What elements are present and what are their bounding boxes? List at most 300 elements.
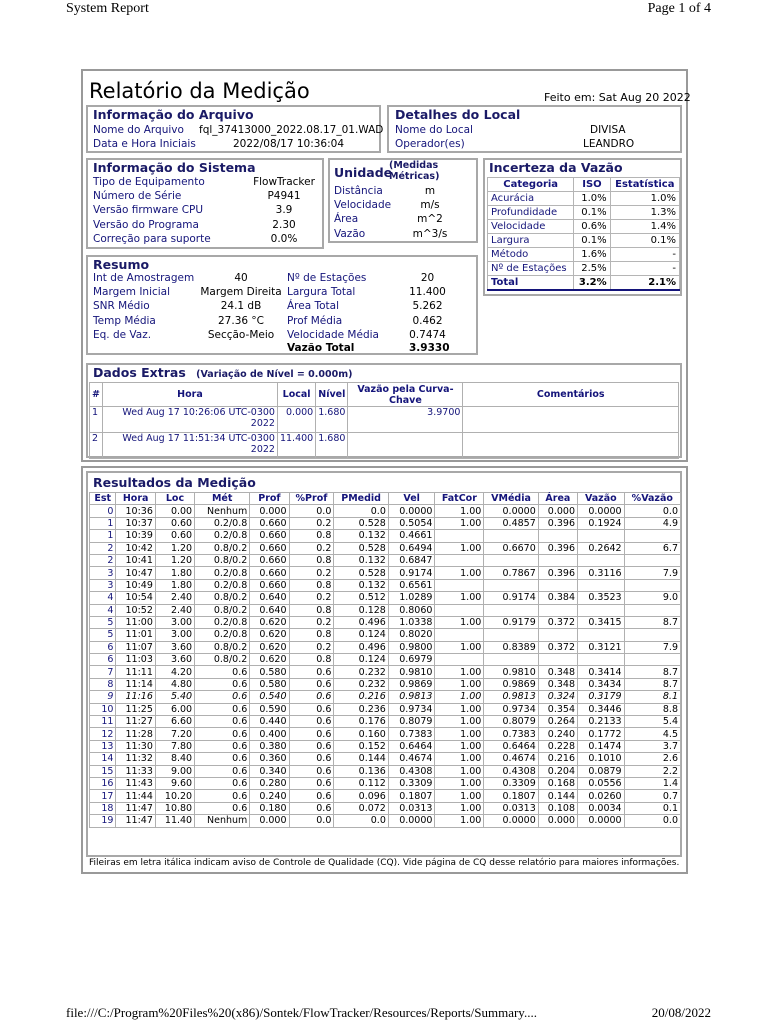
results-cell: 0.7383 bbox=[388, 728, 435, 740]
results-cell: 0.1474 bbox=[578, 740, 625, 752]
results-cell: 0.000 bbox=[250, 815, 289, 827]
start-time-label: Data e Hora Iniciais bbox=[93, 138, 196, 150]
uncertainty-total-row bbox=[488, 276, 680, 291]
results-cell: 1.00 bbox=[435, 728, 484, 740]
results-cell: 11:16 bbox=[116, 691, 155, 703]
results-cell: 0.6 bbox=[289, 703, 334, 715]
results-cell: 7 bbox=[90, 666, 116, 678]
summary-title: Resumo bbox=[93, 257, 150, 272]
results-cell: 0.216 bbox=[334, 691, 388, 703]
results-cell: 0.8/0.2 bbox=[195, 654, 250, 666]
results-cell: 19 bbox=[90, 815, 116, 827]
results-cell: 0.0 bbox=[289, 815, 334, 827]
results-cell: 0.204 bbox=[538, 765, 577, 777]
results-cell: 0.8079 bbox=[484, 716, 538, 728]
results-cell: 0.112 bbox=[334, 777, 388, 789]
results-cell: 0.0034 bbox=[578, 802, 625, 814]
uncertainty-cell: 0.6% bbox=[574, 220, 610, 234]
results-cell: 0.496 bbox=[334, 641, 388, 653]
results-cell: 0.6 bbox=[195, 728, 250, 740]
uncertainty-cell: Nº de Estações bbox=[488, 262, 574, 276]
uncertainty-cell: 0.1% bbox=[574, 206, 610, 220]
results-cell: 8.7 bbox=[624, 678, 680, 690]
results-cell: 6.7 bbox=[624, 542, 680, 554]
results-header-cell: Hora bbox=[116, 493, 155, 505]
results-row bbox=[90, 703, 681, 715]
results-cell: 2.2 bbox=[624, 765, 680, 777]
uncertainty-row bbox=[488, 192, 680, 206]
results-cell: 0.236 bbox=[334, 703, 388, 715]
results-cell: 0.0000 bbox=[578, 505, 625, 517]
results-cell: 1.00 bbox=[435, 777, 484, 789]
unit-label: Velocidade bbox=[334, 199, 392, 212]
results-cell: 0.2 bbox=[289, 592, 334, 604]
results-cell: 0.7383 bbox=[484, 728, 538, 740]
results-cell: 4 bbox=[90, 592, 116, 604]
results-cell: 1 bbox=[90, 530, 116, 542]
results-cell: 7.9 bbox=[624, 567, 680, 579]
extras-cell-hora: Wed Aug 17 10:26:06 UTC-0300 2022 bbox=[102, 407, 277, 433]
report-title: Relatório da Medição bbox=[89, 79, 310, 103]
results-cell: 10:36 bbox=[116, 505, 155, 517]
extras-header-num: # bbox=[90, 383, 103, 407]
unit-value: m^2 bbox=[417, 213, 443, 226]
extras-cell-coment bbox=[463, 407, 679, 433]
uncertainty-table bbox=[487, 177, 680, 291]
extras-title bbox=[93, 365, 352, 380]
extras-row bbox=[90, 407, 679, 433]
results-cell bbox=[538, 554, 577, 566]
extras-header-nivel: Nível bbox=[316, 383, 348, 407]
results-row bbox=[90, 530, 681, 542]
results-cell: 0.9810 bbox=[388, 666, 435, 678]
uncertainty-cell: Método bbox=[488, 248, 574, 262]
results-cell: 11:27 bbox=[116, 716, 155, 728]
results-cell: 0.0313 bbox=[484, 802, 538, 814]
results-cell: 0.2/0.8 bbox=[195, 579, 250, 591]
uncertainty-cell: 2.5% bbox=[574, 262, 610, 276]
results-cell: 8.8 bbox=[624, 703, 680, 715]
results-cell bbox=[484, 629, 538, 641]
unit-value: m^3/s bbox=[412, 227, 448, 240]
results-cell: 0.0313 bbox=[388, 802, 435, 814]
results-row bbox=[90, 604, 681, 616]
results-cell: 0.2 bbox=[289, 641, 334, 653]
results-cell: 0.620 bbox=[250, 616, 289, 628]
uncertainty-row bbox=[488, 206, 680, 220]
results-cell: 0.9800 bbox=[388, 641, 435, 653]
results-cell: 0.496 bbox=[334, 616, 388, 628]
results-cell: 1.4 bbox=[624, 777, 680, 789]
results-cell bbox=[435, 554, 484, 566]
uncertainty-row bbox=[488, 234, 680, 248]
units-subtitle bbox=[389, 160, 439, 182]
extras-header-comments: Comentários bbox=[463, 383, 679, 407]
results-cell: 0.2/0.8 bbox=[195, 629, 250, 641]
summary-label: Int de Amostragem bbox=[93, 272, 195, 284]
results-cell: 0.9869 bbox=[484, 678, 538, 690]
results-cell bbox=[538, 604, 577, 616]
summary-value: 11.400 bbox=[409, 286, 446, 299]
results-cell: 0.6464 bbox=[484, 740, 538, 752]
uncertainty-cell: 1.3% bbox=[610, 206, 679, 220]
results-cell: 0.440 bbox=[250, 716, 289, 728]
results-cell: 2 bbox=[90, 554, 116, 566]
results-cell bbox=[538, 654, 577, 666]
summary-value: 20 bbox=[420, 272, 435, 284]
results-cell: 3 bbox=[90, 579, 116, 591]
results-cell bbox=[624, 579, 680, 591]
results-cell: 1.00 bbox=[435, 505, 484, 517]
results-row bbox=[90, 691, 681, 703]
unc-header-iso: ISO bbox=[574, 178, 610, 192]
results-cell: 0.132 bbox=[334, 530, 388, 542]
results-cell: 0.2 bbox=[289, 517, 334, 529]
results-cell: 0.0000 bbox=[578, 815, 625, 827]
results-cell bbox=[484, 530, 538, 542]
results-cell: 12 bbox=[90, 728, 116, 740]
system-value: FlowTracker bbox=[253, 176, 315, 188]
results-cell: 0.8/0.2 bbox=[195, 604, 250, 616]
results-cell: 0.396 bbox=[538, 542, 577, 554]
results-cell: 14 bbox=[90, 753, 116, 765]
summary-value: 27.36 °C bbox=[218, 314, 264, 327]
extras-subtitle: (Variação de Nível = 0.000m) bbox=[196, 369, 353, 380]
results-row bbox=[90, 629, 681, 641]
results-cell: 0 bbox=[90, 505, 116, 517]
results-cell: 1.00 bbox=[435, 691, 484, 703]
results-cell bbox=[624, 554, 680, 566]
results-header-cell: Vel bbox=[388, 493, 435, 505]
results-row bbox=[90, 654, 681, 666]
results-cell: 0.8 bbox=[289, 530, 334, 542]
results-cell: 0.9813 bbox=[484, 691, 538, 703]
results-cell: 0.6847 bbox=[388, 554, 435, 566]
results-cell: 0.0 bbox=[334, 505, 388, 517]
results-cell: 10.80 bbox=[155, 802, 194, 814]
results-cell: 10:41 bbox=[116, 554, 155, 566]
results-row bbox=[90, 592, 681, 604]
results-cell: Nenhum bbox=[195, 815, 250, 827]
uncertainty-cell: 0.1% bbox=[574, 234, 610, 248]
results-header-cell: Área bbox=[538, 493, 577, 505]
results-row bbox=[90, 740, 681, 752]
results-cell: 0.6 bbox=[289, 678, 334, 690]
file-info-title: Informação do Arquivo bbox=[93, 107, 254, 122]
site-name-value: DIVISA bbox=[590, 124, 626, 136]
results-cell bbox=[624, 604, 680, 616]
results-row bbox=[90, 716, 681, 728]
results-row bbox=[90, 678, 681, 690]
results-cell bbox=[538, 579, 577, 591]
results-cell: 0.60 bbox=[155, 517, 194, 529]
units-subtitle-line2: Métricas) bbox=[389, 171, 440, 182]
results-cell: 0.4308 bbox=[388, 765, 435, 777]
results-cell: 5 bbox=[90, 616, 116, 628]
uncertainty-cell: 1.0% bbox=[574, 192, 610, 206]
results-cell: 0.1772 bbox=[578, 728, 625, 740]
results-cell: 1.00 bbox=[435, 592, 484, 604]
results-header-cell: %Prof bbox=[289, 493, 334, 505]
results-cell bbox=[624, 629, 680, 641]
results-cell: 0.0000 bbox=[388, 505, 435, 517]
results-cell: 0.6 bbox=[289, 802, 334, 814]
results-cell: 0.2/0.8 bbox=[195, 567, 250, 579]
results-cell: 0.660 bbox=[250, 579, 289, 591]
uncertainty-cell: Profundidade bbox=[488, 206, 574, 220]
results-cell: 0.396 bbox=[538, 517, 577, 529]
extras-title-text: Dados Extras bbox=[93, 365, 186, 380]
uncertainty-cell: 1.6% bbox=[574, 248, 610, 262]
results-row bbox=[90, 802, 681, 814]
results-cell: 0.3179 bbox=[578, 691, 625, 703]
results-cell: 0.8 bbox=[289, 604, 334, 616]
results-cell: 11:30 bbox=[116, 740, 155, 752]
results-cell: 0.3415 bbox=[578, 616, 625, 628]
results-cell: 0.5054 bbox=[388, 517, 435, 529]
summary-label: Largura Total bbox=[287, 286, 356, 299]
results-header-cell: %Vazão bbox=[624, 493, 680, 505]
results-cell: 3.00 bbox=[155, 629, 194, 641]
results-cell: 0.000 bbox=[538, 815, 577, 827]
results-cell: 0.144 bbox=[334, 753, 388, 765]
results-cell: Nenhum bbox=[195, 505, 250, 517]
extras-cell-vazao bbox=[348, 433, 463, 459]
results-cell: 0.8079 bbox=[388, 716, 435, 728]
uncertainty-cell: Velocidade bbox=[488, 220, 574, 234]
results-cell bbox=[484, 604, 538, 616]
results-cell: 4.20 bbox=[155, 666, 194, 678]
results-cell: 0.3116 bbox=[578, 567, 625, 579]
results-cell: 0.0556 bbox=[578, 777, 625, 789]
results-cell bbox=[578, 554, 625, 566]
system-value: 2.30 bbox=[272, 218, 296, 231]
results-cell: 0.072 bbox=[334, 802, 388, 814]
results-header-cell: FatCor bbox=[435, 493, 484, 505]
results-cell: 8.1 bbox=[624, 691, 680, 703]
results-header-cell: VMédia bbox=[484, 493, 538, 505]
results-cell: 10:52 bbox=[116, 604, 155, 616]
results-cell: 2 bbox=[90, 542, 116, 554]
results-cell: 0.2/0.8 bbox=[195, 530, 250, 542]
results-cell: 11:03 bbox=[116, 654, 155, 666]
results-cell: 0.7867 bbox=[484, 567, 538, 579]
results-cell: 1.00 bbox=[435, 815, 484, 827]
results-cell: 13 bbox=[90, 740, 116, 752]
results-cell: 0.8389 bbox=[484, 641, 538, 653]
results-cell: 0.360 bbox=[250, 753, 289, 765]
extras-cell-nivel: 1.680 bbox=[316, 407, 348, 433]
results-cell: 0.6 bbox=[195, 753, 250, 765]
results-cell bbox=[484, 654, 538, 666]
results-cell: 0.6 bbox=[289, 691, 334, 703]
results-cell: 11:44 bbox=[116, 790, 155, 802]
results-cell: 0.60 bbox=[155, 530, 194, 542]
results-cell: 2.40 bbox=[155, 592, 194, 604]
results-row bbox=[90, 542, 681, 554]
uncertainty-cell: 1.0% bbox=[610, 192, 679, 206]
system-label: Versão do Programa bbox=[93, 218, 199, 231]
results-row bbox=[90, 641, 681, 653]
results-cell: 11:28 bbox=[116, 728, 155, 740]
uncertainty-total-cell: 2.1% bbox=[610, 276, 679, 291]
results-cell: 0.6979 bbox=[388, 654, 435, 666]
summary-label: Eq. de Vaz. bbox=[93, 328, 152, 341]
extras-row bbox=[90, 433, 679, 459]
results-cell: 10:37 bbox=[116, 517, 155, 529]
results-cell: 0.132 bbox=[334, 579, 388, 591]
results-cell: 18 bbox=[90, 802, 116, 814]
results-row bbox=[90, 790, 681, 802]
extras-cell-local: 11.400 bbox=[277, 433, 315, 459]
results-cell bbox=[538, 629, 577, 641]
extras-cell-nivel: 1.680 bbox=[316, 433, 348, 459]
extras-header-hora: Hora bbox=[102, 383, 277, 407]
results-cell: 1.00 bbox=[435, 641, 484, 653]
results-cell: 0.8 bbox=[289, 554, 334, 566]
results-cell: 11:11 bbox=[116, 666, 155, 678]
results-cell: 0.660 bbox=[250, 542, 289, 554]
results-cell: 0.232 bbox=[334, 678, 388, 690]
results-cell: 0.0 bbox=[624, 815, 680, 827]
results-cell: 0.9869 bbox=[388, 678, 435, 690]
results-cell: 0.2 bbox=[289, 616, 334, 628]
results-cell: 0.2/0.8 bbox=[195, 616, 250, 628]
results-cell bbox=[624, 654, 680, 666]
results-cell: 8.7 bbox=[624, 666, 680, 678]
summary-value: 24.1 dB bbox=[220, 300, 262, 313]
uncertainty-row bbox=[488, 220, 680, 234]
results-cell: 8 bbox=[90, 678, 116, 690]
results-cell: 0.580 bbox=[250, 666, 289, 678]
results-cell: 0.264 bbox=[538, 716, 577, 728]
results-header-cell: Est bbox=[90, 493, 116, 505]
results-cell: 0.4674 bbox=[484, 753, 538, 765]
results-cell: 0.660 bbox=[250, 554, 289, 566]
results-cell: 11.40 bbox=[155, 815, 194, 827]
results-cell: 11:33 bbox=[116, 765, 155, 777]
results-cell: 3.7 bbox=[624, 740, 680, 752]
results-cell: 3.60 bbox=[155, 641, 194, 653]
results-cell: 0.4674 bbox=[388, 753, 435, 765]
page-number: Page 1 of 4 bbox=[647, 1, 711, 16]
results-cell: 0.9174 bbox=[484, 592, 538, 604]
results-cell bbox=[435, 579, 484, 591]
results-cell: 1.80 bbox=[155, 579, 194, 591]
results-cell: 1.00 bbox=[435, 790, 484, 802]
file-name-label: Nome do Arquivo bbox=[93, 124, 184, 136]
summary-label: Prof Média bbox=[287, 314, 343, 327]
extras-cell-hora: Wed Aug 17 11:51:34 UTC-0300 2022 bbox=[102, 433, 277, 459]
results-cell: 1.20 bbox=[155, 554, 194, 566]
results-header-cell: Prof bbox=[250, 493, 289, 505]
results-cell: 10:42 bbox=[116, 542, 155, 554]
results-cell: 0.000 bbox=[538, 505, 577, 517]
results-cell: 0.9813 bbox=[388, 691, 435, 703]
results-cell: 0.620 bbox=[250, 654, 289, 666]
results-cell: 0.160 bbox=[334, 728, 388, 740]
report-date: Feito em: Sat Aug 20 2022 bbox=[544, 91, 691, 104]
results-cell: 0.660 bbox=[250, 567, 289, 579]
results-cell: 0.640 bbox=[250, 592, 289, 604]
summary-label: Nº de Estações bbox=[287, 272, 367, 284]
results-cell: 1.00 bbox=[435, 802, 484, 814]
results-cell: 0.6 bbox=[289, 716, 334, 728]
results-cell: 10:49 bbox=[116, 579, 155, 591]
system-label: Versão firmware CPU bbox=[93, 204, 204, 217]
start-time-value: 2022/08/17 10:36:04 bbox=[233, 138, 345, 150]
results-cell: 0.9174 bbox=[388, 567, 435, 579]
results-cell: 0.6 bbox=[289, 790, 334, 802]
results-cell bbox=[578, 654, 625, 666]
results-cell: 1.00 bbox=[435, 542, 484, 554]
system-label: Correção para suporte bbox=[93, 232, 211, 245]
results-cell: 0.180 bbox=[250, 802, 289, 814]
results-cell: 0.6 bbox=[195, 765, 250, 777]
results-row bbox=[90, 666, 681, 678]
results-cell: 0.9734 bbox=[484, 703, 538, 715]
results-cell: 11 bbox=[90, 716, 116, 728]
extras-cell-coment bbox=[463, 433, 679, 459]
summary-value: 0.7474 bbox=[409, 328, 446, 341]
results-cell bbox=[578, 629, 625, 641]
results-cell: 0.590 bbox=[250, 703, 289, 715]
results-cell: 0.340 bbox=[250, 765, 289, 777]
unit-value: m bbox=[424, 185, 436, 197]
results-cell: 0.400 bbox=[250, 728, 289, 740]
uncertainty-row bbox=[488, 248, 680, 262]
results-row bbox=[90, 505, 681, 517]
results-header-cell: Loc bbox=[155, 493, 194, 505]
results-cell: 0.4857 bbox=[484, 517, 538, 529]
results-cell: 0.580 bbox=[250, 678, 289, 690]
results-cell: 0.8/0.2 bbox=[195, 554, 250, 566]
unit-label: Vazão bbox=[334, 227, 366, 240]
results-cell: 0.6 bbox=[195, 802, 250, 814]
results-cell bbox=[578, 530, 625, 542]
results-cell: 1.00 bbox=[435, 517, 484, 529]
results-cell: 0.660 bbox=[250, 530, 289, 542]
results-cell: 0.228 bbox=[538, 740, 577, 752]
unit-value: m/s bbox=[420, 199, 440, 212]
extras-cell-n: 1 bbox=[90, 407, 103, 433]
results-cell: 11:07 bbox=[116, 641, 155, 653]
results-cell: 11:14 bbox=[116, 678, 155, 690]
results-cell: 5.40 bbox=[155, 691, 194, 703]
results-cell: 0.540 bbox=[250, 691, 289, 703]
results-cell: 1.00 bbox=[435, 678, 484, 690]
results-cell: 0.9179 bbox=[484, 616, 538, 628]
results-cell: 0.620 bbox=[250, 641, 289, 653]
results-cell bbox=[484, 554, 538, 566]
page-footer-date: 20/08/2022 bbox=[651, 1005, 711, 1020]
total-discharge-label: Vazão Total bbox=[287, 342, 355, 354]
unit-label: Área bbox=[334, 213, 359, 226]
results-cell: 0.6 bbox=[289, 740, 334, 752]
page-header-title: System Report bbox=[66, 1, 149, 16]
results-cell: 0.6 bbox=[195, 777, 250, 789]
site-name-label: Nome do Local bbox=[395, 124, 473, 136]
results-cell: 0.3434 bbox=[578, 678, 625, 690]
system-label: Tipo de Equipamento bbox=[93, 176, 205, 188]
results-cell: 0.6 bbox=[195, 678, 250, 690]
results-row bbox=[90, 753, 681, 765]
results-cell: 10:54 bbox=[116, 592, 155, 604]
uncertainty-total-cell: 3.2% bbox=[574, 276, 610, 291]
results-cell: 0.396 bbox=[538, 567, 577, 579]
results-header-cell: Vazão bbox=[578, 493, 625, 505]
results-cell: 0.6 bbox=[195, 740, 250, 752]
